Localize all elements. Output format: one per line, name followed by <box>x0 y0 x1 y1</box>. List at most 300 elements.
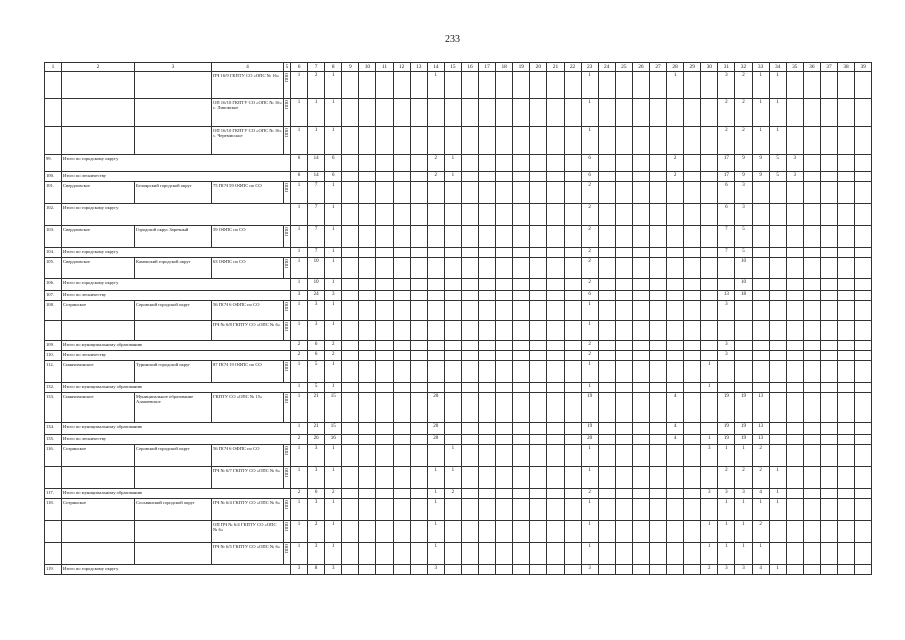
value-cell <box>632 99 649 127</box>
value-cell <box>530 226 547 248</box>
value-cell: 15 <box>325 423 342 435</box>
value-cell <box>530 361 547 383</box>
value-cell <box>598 565 615 575</box>
value-cell: 3 <box>735 182 752 204</box>
unit-type-label: ППО <box>284 321 289 331</box>
value-cell <box>838 226 855 248</box>
value-cell <box>769 543 786 565</box>
total-label: Итого по лесничеству <box>62 351 291 361</box>
value-cell <box>359 361 376 383</box>
unit-name: 63 ОФПС по СО <box>212 258 284 279</box>
value-cell: 1 <box>769 565 786 575</box>
value-cell <box>615 279 632 291</box>
unit-type <box>284 226 291 248</box>
value-cell <box>496 423 513 435</box>
total-label: Итого по городскому округу <box>62 248 291 258</box>
value-cell <box>820 204 837 226</box>
value-cell <box>461 155 478 172</box>
value-cell <box>359 489 376 499</box>
municipality-name <box>135 127 212 155</box>
value-cell <box>444 258 461 279</box>
value-cell: 4 <box>752 565 769 575</box>
value-cell <box>838 499 855 521</box>
value-cell <box>649 291 666 301</box>
value-cell <box>393 172 410 182</box>
value-cell <box>632 72 649 99</box>
value-cell: 1 <box>444 155 461 172</box>
value-cell <box>342 291 359 301</box>
value-cell: 1 <box>581 383 598 393</box>
table-row <box>45 321 872 341</box>
value-cell <box>342 435 359 445</box>
row-number: 99. <box>45 155 62 172</box>
value-cell <box>735 361 752 383</box>
row-number <box>45 127 62 155</box>
value-cell <box>444 279 461 291</box>
value-cell <box>359 445 376 467</box>
value-cell: 9 <box>752 155 769 172</box>
value-cell: 19 <box>581 393 598 423</box>
value-cell: 21 <box>308 393 325 423</box>
value-cell <box>615 182 632 204</box>
unit-name: 56 ПСЧ 6 ОФПС по СО <box>212 445 284 467</box>
value-cell <box>855 543 872 565</box>
value-cell <box>376 155 393 172</box>
value-cell <box>684 172 701 182</box>
value-cell <box>803 172 820 182</box>
value-cell: 15 <box>325 393 342 423</box>
value-cell: 1 <box>769 467 786 489</box>
value-cell <box>342 99 359 127</box>
unit-type-label: ППО <box>284 467 289 477</box>
value-cell <box>632 279 649 291</box>
value-cell: 1 <box>667 72 684 99</box>
value-cell <box>615 383 632 393</box>
value-cell <box>513 279 530 291</box>
value-cell <box>701 182 718 204</box>
value-cell <box>820 467 837 489</box>
value-cell <box>376 499 393 521</box>
value-cell <box>359 279 376 291</box>
value-cell <box>803 248 820 258</box>
value-cell: 1 <box>581 301 598 321</box>
row-number: 116. <box>45 445 62 467</box>
value-cell <box>342 301 359 321</box>
value-cell <box>359 467 376 489</box>
row-number: 112. <box>45 361 62 383</box>
value-cell: 1 <box>581 543 598 565</box>
value-cell <box>479 172 496 182</box>
value-cell <box>684 351 701 361</box>
column-header: 20 <box>530 63 547 72</box>
value-cell: 6 <box>325 155 342 172</box>
value-cell: 13 <box>752 435 769 445</box>
column-header: 12 <box>393 63 410 72</box>
total-row <box>45 489 872 499</box>
value-cell: 1 <box>718 521 735 543</box>
value-cell <box>530 341 547 351</box>
value-cell <box>803 99 820 127</box>
value-cell: 2 <box>718 99 735 127</box>
value-cell <box>820 172 837 182</box>
value-cell <box>547 226 564 248</box>
value-cell: 2 <box>581 226 598 248</box>
value-cell: 1 <box>735 499 752 521</box>
value-cell <box>803 127 820 155</box>
value-cell: 2 <box>581 258 598 279</box>
municipality-name: Туринский городской округ <box>135 361 212 383</box>
value-cell: 1 <box>291 423 308 435</box>
value-cell <box>410 72 427 99</box>
value-cell <box>479 301 496 321</box>
value-cell <box>752 321 769 341</box>
value-cell: 19 <box>735 393 752 423</box>
value-cell <box>667 182 684 204</box>
value-cell <box>513 435 530 445</box>
value-cell: 3 <box>308 321 325 341</box>
value-cell <box>530 204 547 226</box>
value-cell <box>667 321 684 341</box>
value-cell <box>393 279 410 291</box>
value-cell <box>786 248 803 258</box>
value-cell <box>410 383 427 393</box>
value-cell <box>564 543 581 565</box>
value-cell <box>461 341 478 351</box>
value-cell <box>461 543 478 565</box>
value-cell <box>513 301 530 321</box>
value-cell: 2 <box>427 172 444 182</box>
row-number: 100. <box>45 172 62 182</box>
value-cell: 1 <box>325 258 342 279</box>
value-cell <box>615 361 632 383</box>
value-cell <box>701 351 718 361</box>
column-header: 31 <box>718 63 735 72</box>
value-cell <box>786 72 803 99</box>
total-label: Итого по лесничеству <box>62 172 291 182</box>
value-cell <box>632 435 649 445</box>
value-cell <box>649 489 666 499</box>
value-cell <box>547 499 564 521</box>
value-cell <box>632 127 649 155</box>
value-cell <box>820 258 837 279</box>
value-cell <box>530 301 547 321</box>
value-cell <box>667 341 684 351</box>
value-cell <box>632 383 649 393</box>
value-cell <box>632 258 649 279</box>
value-cell: 2 <box>718 127 735 155</box>
value-cell <box>735 341 752 351</box>
value-cell: 2 <box>325 341 342 351</box>
value-cell <box>547 72 564 99</box>
unit-type <box>284 182 291 204</box>
value-cell <box>667 445 684 467</box>
value-cell: 1 <box>291 72 308 99</box>
value-cell: 20 <box>581 435 598 445</box>
value-cell <box>838 301 855 321</box>
value-cell <box>461 361 478 383</box>
value-cell <box>667 467 684 489</box>
unit-type <box>284 499 291 521</box>
value-cell <box>564 423 581 435</box>
value-cell <box>410 565 427 575</box>
forestry-name: Свердловское <box>62 182 135 204</box>
value-cell <box>342 72 359 99</box>
value-cell <box>667 565 684 575</box>
value-cell <box>615 155 632 172</box>
value-cell <box>632 291 649 301</box>
value-cell: 7 <box>308 204 325 226</box>
value-cell <box>855 258 872 279</box>
forestry-name <box>62 521 135 543</box>
value-cell <box>496 127 513 155</box>
value-cell <box>479 543 496 565</box>
value-cell <box>820 445 837 467</box>
value-cell <box>786 321 803 341</box>
value-cell <box>632 341 649 351</box>
value-cell <box>461 321 478 341</box>
value-cell <box>615 127 632 155</box>
value-cell: 1 <box>325 467 342 489</box>
value-cell <box>513 361 530 383</box>
value-cell <box>598 127 615 155</box>
value-cell <box>786 99 803 127</box>
column-header: 23 <box>581 63 598 72</box>
value-cell <box>530 127 547 155</box>
value-cell <box>410 499 427 521</box>
value-cell: 1 <box>581 99 598 127</box>
value-cell: 6 <box>718 182 735 204</box>
value-cell: 1 <box>427 543 444 565</box>
value-cell <box>701 499 718 521</box>
column-header: 4 <box>212 63 284 72</box>
value-cell <box>410 435 427 445</box>
value-cell <box>479 72 496 99</box>
value-cell: 2 <box>701 565 718 575</box>
value-cell: 2 <box>308 72 325 99</box>
value-cell: 1 <box>308 127 325 155</box>
value-cell <box>513 172 530 182</box>
value-cell <box>649 182 666 204</box>
value-cell: 6 <box>308 341 325 351</box>
value-cell <box>632 351 649 361</box>
value-cell <box>649 72 666 99</box>
value-cell: 1 <box>427 499 444 521</box>
value-cell <box>803 72 820 99</box>
value-cell <box>342 467 359 489</box>
value-cell <box>684 291 701 301</box>
value-cell <box>461 383 478 393</box>
value-cell <box>530 291 547 301</box>
value-cell <box>564 393 581 423</box>
value-cell <box>820 423 837 435</box>
value-cell <box>359 543 376 565</box>
value-cell <box>786 226 803 248</box>
value-cell <box>427 258 444 279</box>
value-cell: 2 <box>581 204 598 226</box>
value-cell: 26 <box>308 435 325 445</box>
value-cell <box>838 351 855 361</box>
value-cell <box>649 445 666 467</box>
value-cell <box>513 72 530 99</box>
value-cell <box>393 99 410 127</box>
unit-type <box>284 445 291 467</box>
value-cell <box>444 321 461 341</box>
value-cell: 1 <box>427 72 444 99</box>
fire-resources-table <box>44 62 872 575</box>
value-cell <box>803 543 820 565</box>
value-cell <box>376 543 393 565</box>
value-cell: 13 <box>752 393 769 423</box>
value-cell <box>838 248 855 258</box>
value-cell <box>803 279 820 291</box>
value-cell: 7 <box>308 226 325 248</box>
value-cell <box>701 279 718 291</box>
value-cell <box>410 301 427 321</box>
value-cell <box>479 499 496 521</box>
row-number: 107. <box>45 291 62 301</box>
value-cell: 4 <box>667 423 684 435</box>
value-cell <box>359 321 376 341</box>
value-cell <box>513 423 530 435</box>
value-cell <box>496 489 513 499</box>
value-cell <box>667 248 684 258</box>
row-number: 103. <box>45 226 62 248</box>
value-cell <box>359 172 376 182</box>
value-cell <box>820 321 837 341</box>
value-cell: 2 <box>752 445 769 467</box>
value-cell <box>547 383 564 393</box>
value-cell <box>342 226 359 248</box>
value-cell <box>427 204 444 226</box>
forestry-name: Свердловское <box>62 258 135 279</box>
value-cell: 1 <box>325 204 342 226</box>
value-cell <box>855 226 872 248</box>
unit-type-label: ППО <box>284 72 289 82</box>
value-cell <box>496 393 513 423</box>
municipality-name <box>135 467 212 489</box>
value-cell <box>786 435 803 445</box>
value-cell <box>479 99 496 127</box>
value-cell <box>547 543 564 565</box>
value-cell <box>513 351 530 361</box>
value-cell <box>513 341 530 351</box>
value-cell <box>855 521 872 543</box>
value-cell: 3 <box>325 565 342 575</box>
value-cell: 1 <box>291 99 308 127</box>
value-cell <box>444 127 461 155</box>
value-cell <box>615 521 632 543</box>
value-cell <box>444 341 461 351</box>
value-cell <box>479 155 496 172</box>
value-cell: 1 <box>325 248 342 258</box>
value-cell <box>376 341 393 351</box>
value-cell <box>393 565 410 575</box>
value-cell <box>427 226 444 248</box>
value-cell <box>684 383 701 393</box>
value-cell: 4 <box>667 435 684 445</box>
value-cell <box>684 361 701 383</box>
value-cell <box>547 467 564 489</box>
value-cell: 1 <box>769 489 786 499</box>
value-cell <box>479 279 496 291</box>
value-cell: 1 <box>291 204 308 226</box>
value-cell <box>342 543 359 565</box>
column-header: 14 <box>427 63 444 72</box>
value-cell <box>855 393 872 423</box>
value-cell <box>615 248 632 258</box>
row-number: 110. <box>45 351 62 361</box>
value-cell <box>820 155 837 172</box>
value-cell <box>530 383 547 393</box>
value-cell: 1 <box>291 543 308 565</box>
row-number: 134. <box>45 423 62 435</box>
value-cell <box>632 361 649 383</box>
value-cell <box>342 565 359 575</box>
total-label: Итого по городскому округу <box>62 204 291 226</box>
value-cell <box>649 351 666 361</box>
value-cell: 7 <box>718 226 735 248</box>
value-cell <box>598 341 615 351</box>
unit-name: ПЧ № 6/7 ГКПТУ СО «ОПС № 6» <box>212 467 284 489</box>
value-cell: 3 <box>718 351 735 361</box>
value-cell <box>615 435 632 445</box>
column-header: 26 <box>632 63 649 72</box>
value-cell <box>496 499 513 521</box>
table-row <box>45 543 872 565</box>
municipality-name: Каменский городской округ <box>135 258 212 279</box>
value-cell <box>598 291 615 301</box>
value-cell <box>803 467 820 489</box>
value-cell: 14 <box>308 155 325 172</box>
value-cell <box>564 383 581 393</box>
forestry-name <box>62 99 135 127</box>
value-cell <box>513 155 530 172</box>
value-cell <box>496 291 513 301</box>
value-cell <box>701 341 718 351</box>
value-cell: 1 <box>444 467 461 489</box>
table-row <box>45 301 872 321</box>
value-cell <box>530 351 547 361</box>
value-cell <box>820 521 837 543</box>
value-cell <box>684 467 701 489</box>
value-cell <box>615 172 632 182</box>
value-cell: 6 <box>291 155 308 172</box>
value-cell <box>496 341 513 351</box>
value-cell <box>718 383 735 393</box>
value-cell <box>376 351 393 361</box>
value-cell <box>838 258 855 279</box>
value-cell <box>376 301 393 321</box>
value-cell <box>496 279 513 291</box>
value-cell <box>735 321 752 341</box>
value-cell <box>427 445 444 467</box>
value-cell <box>530 99 547 127</box>
value-cell: 1 <box>291 279 308 291</box>
value-cell <box>838 341 855 351</box>
value-cell: 1 <box>325 226 342 248</box>
value-cell <box>393 321 410 341</box>
column-header: 27 <box>649 63 666 72</box>
value-cell: 1 <box>701 383 718 393</box>
value-cell <box>769 445 786 467</box>
value-cell <box>684 72 701 99</box>
municipality-name: Городской округ Заречный <box>135 226 212 248</box>
value-cell <box>632 423 649 435</box>
value-cell <box>855 361 872 383</box>
value-cell: 1 <box>769 99 786 127</box>
municipality-name: Муниципальное образование Алапаевское <box>135 393 212 423</box>
value-cell <box>547 351 564 361</box>
